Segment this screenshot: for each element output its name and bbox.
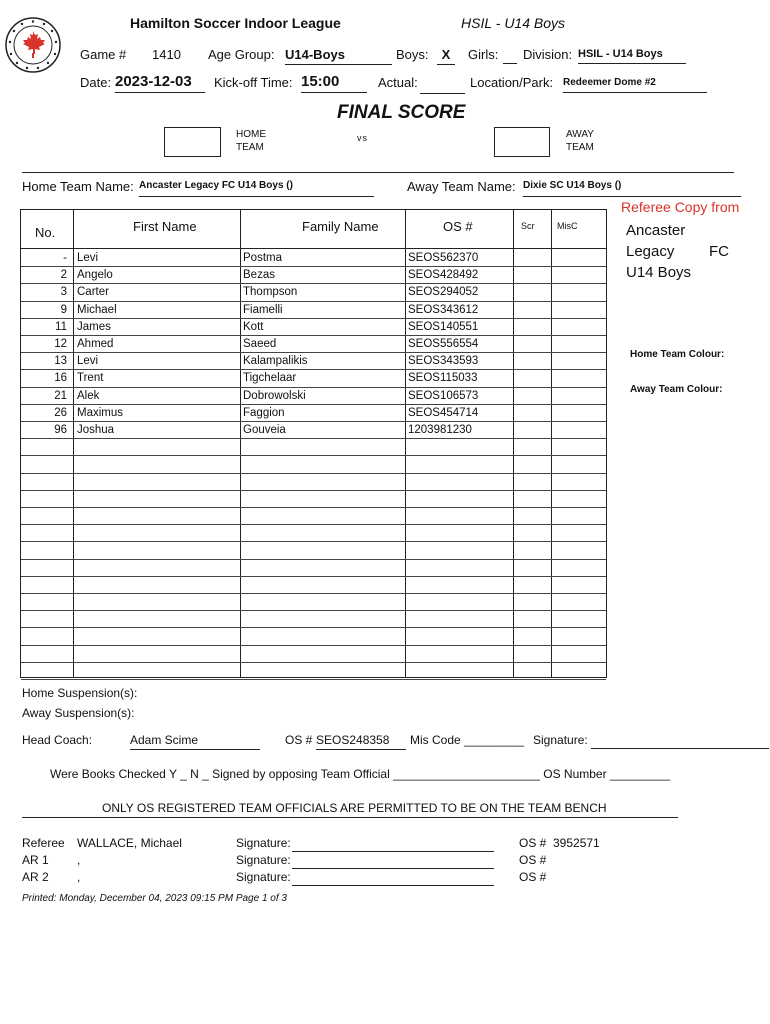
date-label: Date: bbox=[80, 75, 112, 90]
player-number: 96 bbox=[54, 424, 67, 436]
table-row[interactable] bbox=[21, 319, 606, 336]
game-label: Game # bbox=[80, 47, 127, 62]
table-row[interactable] bbox=[21, 370, 606, 387]
player-first-name: Joshua bbox=[77, 424, 115, 436]
official-name: WALLACE, Michael bbox=[77, 836, 182, 850]
away-colour-label: Away Team Colour: bbox=[630, 384, 723, 395]
table-row[interactable] bbox=[21, 439, 606, 456]
table-row[interactable] bbox=[21, 456, 606, 473]
header-first-name: First Name bbox=[133, 219, 197, 234]
player-number: 9 bbox=[60, 303, 67, 316]
official-name: , bbox=[77, 853, 81, 867]
table-row[interactable] bbox=[21, 628, 606, 645]
table-row[interactable] bbox=[21, 284, 606, 301]
away-team-name-label: Away Team Name: bbox=[407, 179, 516, 194]
player-os-number: 1203981230 bbox=[408, 424, 472, 436]
official-os-label: OS # bbox=[519, 853, 547, 867]
header-os: OS # bbox=[443, 219, 473, 234]
coach-os-label: OS # bbox=[285, 733, 313, 747]
kickoff-value[interactable]: 15:00 bbox=[301, 73, 367, 93]
home-colour-label: Home Team Colour: bbox=[630, 349, 725, 360]
player-os-number: SEOS562370 bbox=[408, 252, 479, 264]
official-signature-label: Signature: bbox=[236, 853, 291, 867]
away-team-name[interactable]: Dixie SC U14 Boys () bbox=[523, 180, 741, 197]
player-family-name: Bezas bbox=[243, 269, 275, 282]
player-number: 13 bbox=[54, 355, 67, 368]
actual-value[interactable] bbox=[420, 75, 465, 94]
player-os-number: SEOS115033 bbox=[408, 372, 478, 385]
official-role: AR 1 bbox=[22, 853, 49, 867]
player-number: 16 bbox=[54, 372, 67, 385]
header-misc: MisC bbox=[557, 221, 578, 231]
player-number: 3 bbox=[60, 286, 67, 299]
official-signature-label: Signature: bbox=[236, 870, 291, 884]
division-label: Division: bbox=[523, 47, 573, 62]
header-scr: Scr bbox=[521, 221, 535, 231]
official-os-label: OS # bbox=[519, 870, 547, 884]
boys-label: Boys: bbox=[396, 47, 429, 62]
away-score-box[interactable] bbox=[494, 127, 550, 157]
player-family-name: Faggion bbox=[243, 406, 285, 419]
coach-signature-line[interactable] bbox=[591, 748, 769, 749]
home-suspensions-label: Home Suspension(s): bbox=[22, 686, 138, 700]
header-no: No. bbox=[35, 225, 56, 240]
official-signature-line[interactable] bbox=[292, 868, 494, 869]
team-copy-line1: Ancaster bbox=[626, 222, 686, 239]
player-first-name: Ahmed bbox=[77, 338, 114, 350]
date-value[interactable]: 2023-12-03 bbox=[115, 73, 205, 93]
table-row[interactable] bbox=[21, 474, 606, 491]
game-number: 1410 bbox=[152, 47, 181, 62]
player-os-number: SEOS454714 bbox=[408, 406, 479, 419]
final-score-title: FINAL SCORE bbox=[337, 102, 466, 123]
table-row[interactable] bbox=[21, 611, 606, 628]
player-family-name: Fiamelli bbox=[243, 303, 283, 316]
player-first-name: Angelo bbox=[77, 269, 113, 282]
league-title: Hamilton Soccer Indoor League bbox=[130, 15, 341, 31]
official-os-label: OS # bbox=[519, 836, 547, 850]
division-value[interactable]: HSIL - U14 Boys bbox=[578, 48, 686, 64]
player-os-number: SEOS106573 bbox=[408, 389, 479, 402]
roster-table bbox=[20, 209, 607, 678]
player-first-name: James bbox=[77, 320, 111, 333]
player-family-name: Dobrowolski bbox=[243, 389, 306, 402]
player-first-name: Maximus bbox=[77, 406, 124, 419]
home-team-label: HOME TEAM bbox=[236, 129, 266, 153]
player-os-number: SEOS343612 bbox=[408, 303, 479, 316]
official-name: , bbox=[77, 870, 81, 884]
player-os-number: SEOS428492 bbox=[408, 269, 479, 282]
girls-label: Girls: bbox=[468, 47, 499, 62]
table-row[interactable] bbox=[21, 267, 606, 284]
player-family-name: Kott bbox=[243, 320, 264, 333]
player-number: 2 bbox=[60, 269, 67, 282]
player-first-name: Levi bbox=[77, 355, 99, 368]
head-coach-label: Head Coach: bbox=[22, 733, 93, 747]
table-row[interactable] bbox=[21, 560, 606, 577]
player-number: 21 bbox=[54, 389, 67, 402]
mis-code-label: Mis Code _________ bbox=[410, 733, 525, 747]
printed-footer: Printed: Monday, December 04, 2023 09:15 PM Page 1 of 3 bbox=[22, 893, 287, 904]
table-row[interactable] bbox=[21, 491, 606, 508]
player-first-name: Trent bbox=[77, 372, 104, 385]
table-row[interactable] bbox=[21, 525, 606, 542]
boys-value[interactable]: X bbox=[437, 47, 455, 65]
player-number: 11 bbox=[55, 320, 67, 333]
player-family-name: Kalampalikis bbox=[243, 355, 308, 368]
table-row[interactable] bbox=[21, 250, 606, 267]
player-family-name: Gouveia bbox=[243, 424, 286, 436]
team-copy-line2a: Legacy bbox=[626, 243, 675, 260]
official-signature-line[interactable] bbox=[292, 885, 494, 886]
player-os-number: SEOS294052 bbox=[408, 286, 479, 299]
away-suspensions-label: Away Suspension(s): bbox=[22, 706, 135, 720]
age-group-value[interactable]: U14-Boys bbox=[285, 47, 392, 65]
official-os-value: 3952571 bbox=[553, 836, 600, 850]
header-family-name: Family Name bbox=[302, 219, 379, 234]
table-row[interactable] bbox=[21, 353, 606, 370]
coach-os-value[interactable]: SEOS248358 bbox=[316, 733, 406, 750]
player-first-name: Carter bbox=[77, 286, 109, 299]
player-first-name: Alek bbox=[77, 389, 100, 402]
league-logo bbox=[5, 17, 61, 73]
player-os-number: SEOS343593 bbox=[408, 355, 479, 368]
official-signature-label: Signature: bbox=[236, 836, 291, 850]
divider bbox=[22, 172, 734, 173]
table-row[interactable] bbox=[21, 508, 606, 525]
player-number: - bbox=[63, 252, 67, 264]
table-row[interactable] bbox=[21, 422, 606, 439]
table-row[interactable] bbox=[21, 663, 606, 680]
player-number: 26 bbox=[54, 406, 67, 419]
age-group-label: Age Group: bbox=[208, 47, 275, 62]
table-row[interactable] bbox=[21, 388, 606, 405]
league-code: HSIL - U14 Boys bbox=[461, 15, 566, 31]
player-os-number: SEOS556554 bbox=[408, 338, 479, 350]
home-score-box[interactable] bbox=[164, 127, 221, 157]
team-copy-line3: U14 Boys bbox=[626, 264, 692, 281]
vs-label: vs bbox=[357, 133, 368, 143]
table-row[interactable] bbox=[21, 577, 606, 594]
table-row[interactable] bbox=[21, 336, 606, 353]
home-team-name-label: Home Team Name: bbox=[22, 179, 134, 194]
official-signature-line[interactable] bbox=[292, 851, 494, 852]
player-family-name: Tigchelaar bbox=[243, 372, 297, 385]
bench-notice: ONLY OS REGISTERED TEAM OFFICIALS ARE PERMITTED TO BE ON THE TEAM BENCH bbox=[102, 801, 607, 815]
kickoff-label: Kick-off Time: bbox=[214, 75, 293, 90]
away-team-label: AWAY TEAM bbox=[566, 129, 594, 153]
referee-copy-label: Referee Copy from bbox=[621, 199, 740, 215]
official-role: Referee bbox=[22, 836, 65, 850]
books-checked-line: Were Books Checked Y _ N _ Signed by opposing Team Official ______________________ OS Number _________ bbox=[50, 767, 670, 781]
girls-value[interactable] bbox=[503, 47, 517, 64]
location-label: Location/Park: bbox=[470, 75, 554, 90]
player-family-name: Thompson bbox=[243, 286, 298, 299]
player-first-name: Michael bbox=[77, 303, 117, 316]
table-row[interactable] bbox=[21, 542, 606, 559]
table-row[interactable] bbox=[21, 405, 606, 422]
location-value[interactable]: Redeemer Dome #2 bbox=[563, 77, 707, 93]
player-family-name: Saeed bbox=[243, 338, 277, 350]
table-row[interactable] bbox=[21, 646, 606, 663]
team-copy-line2b: FC bbox=[709, 243, 729, 260]
table-row[interactable] bbox=[21, 594, 606, 611]
head-coach-name[interactable]: Adam Scime bbox=[130, 733, 260, 750]
home-team-name[interactable]: Ancaster Legacy FC U14 Boys () bbox=[139, 180, 374, 197]
official-role: AR 2 bbox=[22, 870, 49, 884]
player-first-name: Levi bbox=[77, 252, 99, 264]
player-number: 12 bbox=[54, 338, 67, 350]
coach-signature-label: Signature: bbox=[533, 733, 588, 747]
player-os-number: SEOS140551 bbox=[408, 320, 479, 333]
player-family-name: Postma bbox=[243, 252, 282, 264]
table-row[interactable] bbox=[21, 302, 606, 319]
actual-label: Actual: bbox=[378, 75, 418, 90]
